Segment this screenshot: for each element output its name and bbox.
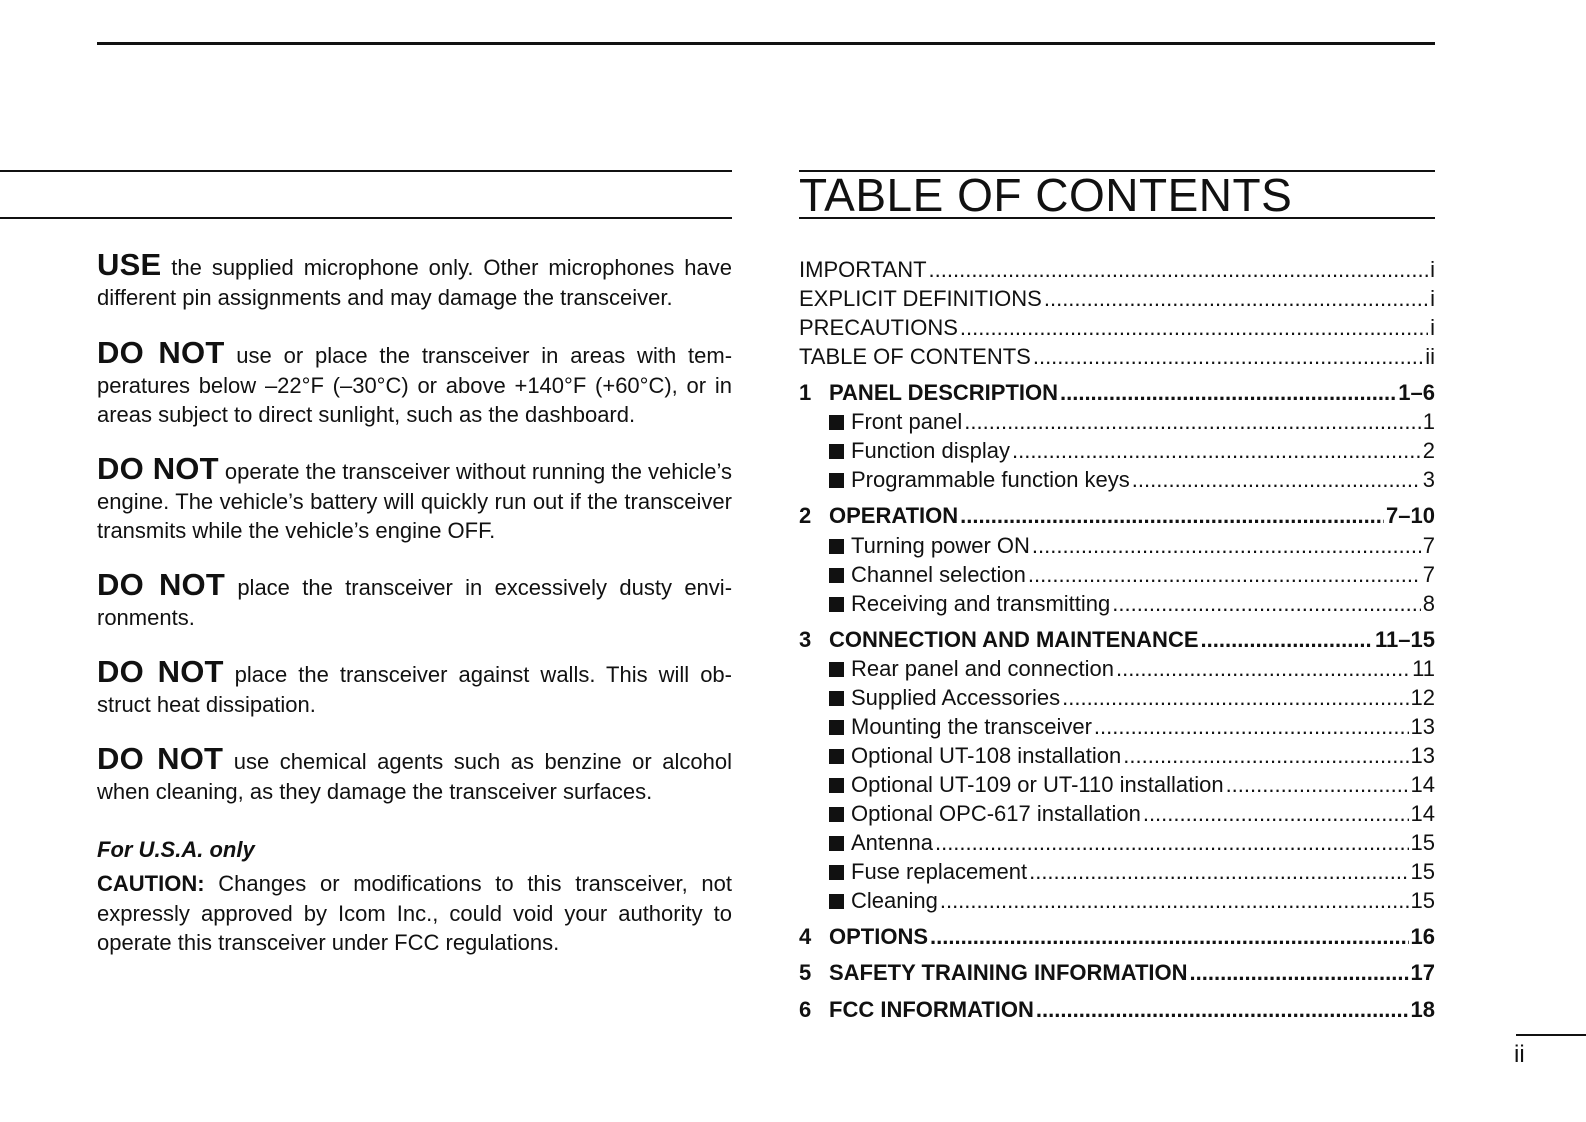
square-bullet-icon [829,444,844,459]
toc-entry-page: 7–10 [1386,503,1435,528]
toc-entry-label: Receiving and transmitting [851,591,1111,616]
toc-title: TABLE OF CONTENTS [799,169,1293,221]
toc-entry-page: 11 [1412,656,1435,681]
toc-entry-page: 12 [1410,685,1435,710]
warning-keyword: DO NOT [97,451,219,486]
page-number: ii [1514,1041,1525,1068]
toc-subentry[interactable] [799,888,1435,914]
toc-entry-page: 3 [1422,467,1435,492]
warning-text: place the transceiver against walls. This will obstruct heat dissipation. [97,662,732,717]
warning-keyword: DO NOT [97,335,225,370]
toc-entry-page: 15 [1410,859,1435,884]
warning-paragraph [97,247,732,312]
toc-leader-dots [1028,562,1421,588]
square-bullet-icon [829,865,844,880]
square-bullet-icon [829,807,844,822]
toc-entry-label: CONNECTION AND MAINTENANCE [829,627,1199,652]
toc-leader-dots [1062,685,1408,711]
toc-subentry[interactable] [799,859,1435,885]
toc-entry-label: Mounting the transceiver [851,714,1092,739]
toc-entry-page: 1–6 [1398,380,1435,405]
toc-entry-label: Supplied Accessories [851,685,1061,710]
warning-paragraph [97,567,733,632]
toc-entry-page: 1 [1422,409,1435,434]
toc-leader-dots [1201,627,1374,653]
square-bullet-icon [829,836,844,851]
warning-keyword: DO NOT [97,741,224,776]
toc-leader-dots [1132,467,1421,493]
toc-leader-dots [1190,960,1409,986]
toc-section-entry[interactable] [799,503,1435,529]
toc-leader-dots [1226,772,1409,798]
toc-entry-page: 18 [1410,997,1435,1022]
toc-entry-page: 13 [1410,743,1435,768]
toc-leader-dots [1029,859,1408,885]
warning-text: operate the transceiver without running the vehicle’s engine. The vehicle’s battery will quickly run out if the transceiver transmits while the vehicle’s engine OFF. [97,459,733,543]
square-bullet-icon [829,568,844,583]
toc-section-entry[interactable] [799,924,1435,950]
square-bullet-icon [829,749,844,764]
warning-keyword: USE [97,247,162,282]
toc-entry[interactable] [799,344,1435,370]
toc-entry-page: i [1430,315,1435,340]
toc-entry-label: Optional OPC-617 installation [851,801,1141,826]
toc-leader-dots [1116,656,1410,682]
toc-entry-label: PANEL DESCRIPTION [829,380,1058,405]
toc-entry[interactable] [799,315,1435,341]
warning-paragraph [97,654,732,719]
toc-leader-dots [964,409,1420,435]
toc-subentry[interactable] [799,591,1435,617]
toc-subentry[interactable] [799,438,1435,464]
toc-entry-page: 15 [1410,888,1435,913]
toc-leader-dots [1033,344,1423,370]
toc-entry-label: Programmable function keys [851,467,1130,492]
toc-leader-dots [960,315,1428,341]
toc-leader-dots [1094,714,1409,740]
toc-entry-label: Fuse replacement [851,859,1028,884]
square-bullet-icon [829,662,844,677]
toc-entry-page: 8 [1422,591,1435,616]
toc-subentry[interactable] [799,656,1435,682]
toc-entry-label: Cleaning [851,888,938,913]
warning-text: the supplied microphone only. Other microphones have different pin assignments and may damage the transceiver. [97,255,732,310]
square-bullet-icon [829,778,844,793]
toc-entry-label: Optional UT-108 installation [851,743,1122,768]
toc-leader-dots [1036,997,1409,1023]
toc-entry-page: 14 [1410,772,1435,797]
toc-subentry[interactable] [799,801,1435,827]
toc-entry-label: Front panel [851,409,963,434]
toc-subentry[interactable] [799,772,1435,798]
caution-label: CAUTION: [97,871,205,896]
warning-paragraph [97,335,733,430]
usa-only-heading: For U.S.A. only [97,837,255,862]
toc-subentry[interactable] [799,830,1435,856]
toc-section-number: 6 [799,997,812,1022]
toc-leader-dots [1123,743,1408,769]
caution-paragraph [97,869,732,958]
left-header-rule-bottom [0,217,732,219]
square-bullet-icon [829,597,844,612]
toc-entry-page: i [1430,286,1435,311]
toc-subentry[interactable] [799,562,1435,588]
toc-section-entry[interactable] [799,960,1435,986]
toc-entry-page: 2 [1422,438,1435,463]
toc-entry[interactable] [799,286,1435,312]
toc-entry-label: EXPLICIT DEFINITIONS [799,286,1042,311]
toc-entry-label: Function display [851,438,1010,463]
toc-section-number: 5 [799,960,812,985]
toc-entry-page: 11–15 [1375,627,1435,652]
left-header-rule-top [0,170,732,172]
toc-section-number: 2 [799,503,812,528]
toc-leader-dots [1112,591,1421,617]
warning-keyword: DO NOT [97,654,224,689]
toc-section-number: 1 [799,380,812,405]
toc-leader-dots [1012,438,1421,464]
square-bullet-icon [829,720,844,735]
toc-leader-dots [1143,801,1409,827]
toc-leader-dots [935,830,1409,856]
top-rule [97,42,1435,45]
toc-entry-label: Turning power ON [851,533,1030,558]
toc-entry-page: 17 [1410,960,1435,985]
warning-text: use or place the transceiver in areas with temperatures below –22°F (–30°C) or above +140°F (+60°C), or in areas subject to direct sunlight, such as the dashboard. [97,343,733,427]
toc-entry-label: SAFETY TRAINING INFORMATION [829,960,1188,985]
toc-entry-label: Channel selection [851,562,1026,587]
page-number-rule [1516,1034,1586,1036]
toc-subentry[interactable] [799,685,1435,711]
toc-entry-label: IMPORTANT [799,257,927,282]
warning-paragraph [97,451,733,546]
toc-section-entry[interactable] [799,997,1435,1023]
toc-section-number: 3 [799,627,812,652]
toc-leader-dots [1044,286,1428,312]
toc-entry-page: 7 [1422,533,1435,558]
toc-entry-page: 14 [1410,801,1435,826]
toc-entry-page: 13 [1410,714,1435,739]
square-bullet-icon [829,691,844,706]
toc-entry-label: PRECAUTIONS [799,315,958,340]
toc-entry-label: FCC INFORMATION [829,997,1034,1022]
toc-subentry[interactable] [799,714,1435,740]
toc-entry-label: TABLE OF CONTENTS [799,344,1031,369]
toc-entry-page: 16 [1410,924,1435,949]
toc-entry-label: Antenna [851,830,933,855]
toc-entry-label: OPERATION [829,503,959,528]
toc-entry-page: ii [1425,344,1435,369]
square-bullet-icon [829,539,844,554]
toc-subentry[interactable] [799,467,1435,493]
toc-section-number: 4 [799,924,812,949]
toc-leader-dots [960,503,1384,529]
warning-text: place the transceiver in excessively dusty environments. [97,575,733,630]
toc-subentry[interactable] [799,533,1435,559]
square-bullet-icon [829,415,844,430]
square-bullet-icon [829,894,844,909]
toc-entry-label: Rear panel and connection [851,656,1114,681]
warning-keyword: DO NOT [97,567,225,602]
caution-text: Changes or modifications to this transceiver, not expressly approved by Icom Inc., could void your authority to operate this transceiver under FCC regulations. [97,871,732,955]
toc-subentry[interactable] [799,409,1435,435]
warning-paragraph [97,741,733,806]
toc-entry-page: i [1430,257,1435,282]
toc-leader-dots [940,888,1409,914]
toc-leader-dots [1060,380,1396,406]
toc-entry-label: Optional UT-109 or UT-110 installation [851,772,1224,797]
square-bullet-icon [829,473,844,488]
toc-entry[interactable] [799,257,1435,283]
warning-text: use chemical agents such as benzine or alcohol when cleaning, as they damage the transceiver surfaces. [97,749,733,804]
toc-entry-page: 7 [1422,562,1435,587]
toc-leader-dots [929,257,1429,283]
toc-subentry[interactable] [799,743,1435,769]
toc-section-entry[interactable] [799,627,1435,653]
toc-section-entry[interactable] [799,380,1435,406]
toc-leader-dots [1032,533,1421,559]
toc-leader-dots [930,924,1409,950]
toc-entry-page: 15 [1410,830,1435,855]
toc-entry-label: OPTIONS [829,924,929,949]
